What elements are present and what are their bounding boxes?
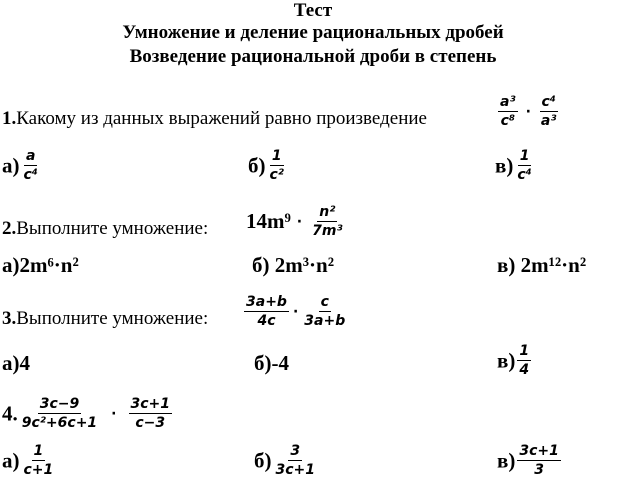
test-subtitle-1: Умножение и деление рациональных дробей bbox=[122, 22, 504, 43]
q3-answer-c: в) $\frac{1}{4}$ bbox=[497, 343, 530, 378]
fraction: $\frac{3c+1}{c-3}$ bbox=[130, 396, 171, 431]
fraction: $\frac{\text{n²}}{\text{7m³}}$ bbox=[312, 204, 343, 239]
question-1-text: Какому из данных выражений равно произведение bbox=[16, 108, 427, 129]
q1-answer-b: б) $\frac{1}{\text{c²}}$ bbox=[248, 148, 284, 183]
q2-answer-a: а)2m⁶·n² bbox=[2, 253, 79, 277]
fraction: $\frac{\text{c⁴}}{\text{a³}}$ bbox=[540, 94, 557, 129]
test-subtitle-2: Возведение рациональной дроби в степень bbox=[129, 46, 497, 67]
question-4: 4. $\frac{3c-9}{\text{9c²+6c+1}}$ · $\frac{3c+1}{c-3}$ bbox=[2, 396, 171, 431]
question-4-number: 4. bbox=[2, 401, 18, 426]
q3-answer-a: а)4 bbox=[2, 351, 30, 375]
question-2-text: Выполните умножение: bbox=[16, 218, 209, 239]
question-2-expression: 14m⁹ · $\frac{\text{n²}}{\text{7m³}}$ bbox=[246, 204, 343, 239]
q4-answer-c: в) $\frac{3c+1}{3}$ bbox=[497, 443, 559, 478]
question-3 bbox=[2, 308, 208, 330]
question-2 bbox=[2, 218, 208, 240]
test-title: Тест bbox=[293, 0, 333, 21]
question-2-number: 2. bbox=[2, 218, 17, 239]
question-1-expression: $\frac{\text{a³}}{\text{c⁸}}$ · $\frac{\text{c⁴}}{\text{a³}}$ bbox=[500, 94, 557, 129]
q2-answer-c: в) 2m¹²·n² bbox=[497, 253, 587, 277]
q1-answer-a: а) $\frac{a}{\text{c⁴}}$ bbox=[2, 148, 38, 183]
question-1 bbox=[2, 108, 427, 130]
question-3-expression: $\frac{3a+b}{4c}$ · $\frac{c}{3a+b}$ bbox=[246, 294, 346, 329]
question-3-number: 3. bbox=[2, 308, 17, 329]
fraction: $\frac{\text{a³}}{\text{c⁸}}$ bbox=[500, 94, 516, 129]
fraction: $\frac{3c-9}{\text{9c²+6c+1}}$ bbox=[21, 396, 98, 431]
fraction: $\frac{c}{3a+b}$ bbox=[304, 294, 346, 329]
q3-answer-b: б)-4 bbox=[254, 351, 289, 375]
q4-answer-b: б) $\frac{3}{3c+1}$ bbox=[254, 443, 316, 478]
q2-answer-b: б) 2m³·n² bbox=[252, 253, 335, 277]
question-3-text: Выполните умножение: bbox=[16, 308, 209, 329]
q1-answer-c: в) $\frac{1}{\text{c⁴}}$ bbox=[495, 148, 532, 183]
fraction: $\frac{3a+b}{4c}$ bbox=[246, 294, 287, 329]
q4-answer-a: а) $\frac{1}{c+1}$ bbox=[2, 443, 54, 478]
question-1-number: 1. bbox=[2, 108, 17, 129]
